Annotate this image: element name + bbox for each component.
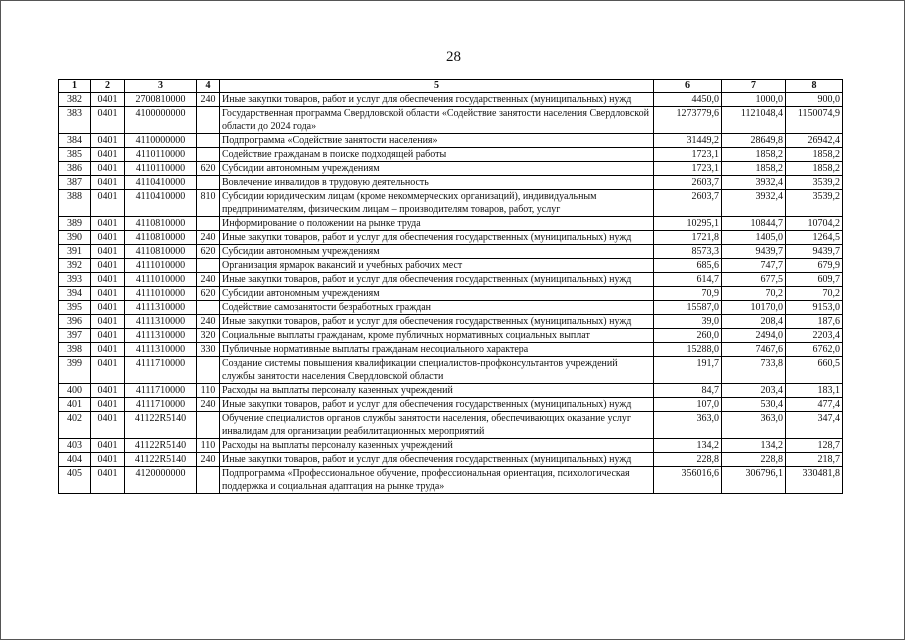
- section-code: 0401: [91, 384, 125, 398]
- section-code: 0401: [91, 315, 125, 329]
- amount-col-7: 1121048,4: [722, 107, 786, 134]
- row-number: 385: [59, 148, 91, 162]
- expense-type-code: 110: [197, 384, 220, 398]
- row-number: 400: [59, 384, 91, 398]
- row-name: Субсидии автономным учреждениям: [220, 162, 654, 176]
- expense-type-code: [197, 412, 220, 439]
- row-name: Расходы на выплаты персоналу казенных учреждений: [220, 439, 654, 453]
- table-row: [59, 384, 843, 398]
- target-article-code: 4110810000: [125, 217, 197, 231]
- section-code: 0401: [91, 287, 125, 301]
- table-row: [59, 273, 843, 287]
- expense-type-code: [197, 467, 220, 494]
- amount-col-8: 3539,2: [786, 176, 843, 190]
- row-number: 390: [59, 231, 91, 245]
- amount-col-7: 1405,0: [722, 231, 786, 245]
- table-row: [59, 412, 843, 439]
- table-row: [59, 329, 843, 343]
- expense-type-code: [197, 148, 220, 162]
- target-article-code: 41122R5140: [125, 453, 197, 467]
- amount-col-6: 363,0: [654, 412, 722, 439]
- amount-col-6: 15587,0: [654, 301, 722, 315]
- section-code: 0401: [91, 329, 125, 343]
- target-article-code: 4110410000: [125, 190, 197, 217]
- table-row: [59, 148, 843, 162]
- amount-col-7: 733,8: [722, 357, 786, 384]
- amount-col-7: 747,7: [722, 259, 786, 273]
- amount-col-8: 26942,4: [786, 134, 843, 148]
- target-article-code: 4111010000: [125, 273, 197, 287]
- target-article-code: 4111010000: [125, 287, 197, 301]
- expense-type-code: [197, 134, 220, 148]
- section-code: 0401: [91, 398, 125, 412]
- section-code: 0401: [91, 245, 125, 259]
- amount-col-6: 70,9: [654, 287, 722, 301]
- amount-col-8: 679,9: [786, 259, 843, 273]
- page-number: 28: [446, 49, 461, 65]
- target-article-code: 2700810000: [125, 93, 197, 107]
- section-code: 0401: [91, 412, 125, 439]
- amount-col-6: 134,2: [654, 439, 722, 453]
- amount-col-6: 191,7: [654, 357, 722, 384]
- amount-col-6: 1723,1: [654, 148, 722, 162]
- table-row: [59, 467, 843, 494]
- amount-col-6: 260,0: [654, 329, 722, 343]
- row-name: Иные закупки товаров, работ и услуг для обеспечения государственных (муниципальных) нужд: [220, 273, 654, 287]
- header-col-2: 2: [91, 80, 125, 93]
- section-code: 0401: [91, 301, 125, 315]
- amount-col-7: 2494,0: [722, 329, 786, 343]
- target-article-code: 4110810000: [125, 231, 197, 245]
- amount-col-7: 28649,8: [722, 134, 786, 148]
- amount-col-8: 1150074,9: [786, 107, 843, 134]
- amount-col-8: 128,7: [786, 439, 843, 453]
- target-article-code: 41122R5140: [125, 439, 197, 453]
- expense-type-code: 240: [197, 273, 220, 287]
- table-row: [59, 453, 843, 467]
- amount-col-6: 2603,7: [654, 176, 722, 190]
- table-row: [59, 259, 843, 273]
- row-name: Создание системы повышения квалификации специалистов-профконсультантов учреждений службы занятости населения Свердловской области: [220, 357, 654, 384]
- amount-col-7: 306796,1: [722, 467, 786, 494]
- row-name: Социальные выплаты гражданам, кроме публичных нормативных социальных выплат: [220, 329, 654, 343]
- table-row: [59, 93, 843, 107]
- expense-type-code: 330: [197, 343, 220, 357]
- amount-col-7: 1000,0: [722, 93, 786, 107]
- row-name: Публичные нормативные выплаты гражданам несоциального характера: [220, 343, 654, 357]
- target-article-code: 4111310000: [125, 343, 197, 357]
- expense-type-code: [197, 217, 220, 231]
- row-name: Субсидии юридическим лицам (кроме некоммерческих организаций), индивидуальным предпринимателям, физическим лицам – производителям товаров, работ, услуг: [220, 190, 654, 217]
- target-article-code: 4111710000: [125, 357, 197, 384]
- amount-col-6: 1723,1: [654, 162, 722, 176]
- table-row: [59, 439, 843, 453]
- row-number: 396: [59, 315, 91, 329]
- expense-type-code: [197, 107, 220, 134]
- amount-col-6: 84,7: [654, 384, 722, 398]
- target-article-code: 4111710000: [125, 384, 197, 398]
- section-code: 0401: [91, 162, 125, 176]
- expense-type-code: 240: [197, 231, 220, 245]
- amount-col-8: 330481,8: [786, 467, 843, 494]
- amount-col-6: 39,0: [654, 315, 722, 329]
- table-row: [59, 287, 843, 301]
- row-name: Организация ярмарок вакансий и учебных рабочих мест: [220, 259, 654, 273]
- amount-col-8: 10704,2: [786, 217, 843, 231]
- amount-col-7: 228,8: [722, 453, 786, 467]
- section-code: 0401: [91, 134, 125, 148]
- target-article-code: 4110410000: [125, 176, 197, 190]
- expense-type-code: [197, 259, 220, 273]
- row-number: 402: [59, 412, 91, 439]
- section-code: 0401: [91, 357, 125, 384]
- amount-col-7: 1858,2: [722, 148, 786, 162]
- expense-type-code: 240: [197, 398, 220, 412]
- amount-col-8: 1858,2: [786, 162, 843, 176]
- amount-col-8: 1858,2: [786, 148, 843, 162]
- amount-col-7: 677,5: [722, 273, 786, 287]
- table-row: [59, 190, 843, 217]
- table-row: [59, 343, 843, 357]
- table-row: [59, 357, 843, 384]
- amount-col-8: 477,4: [786, 398, 843, 412]
- table-row: [59, 245, 843, 259]
- amount-col-8: 2203,4: [786, 329, 843, 343]
- amount-col-7: 203,4: [722, 384, 786, 398]
- amount-col-6: 8573,3: [654, 245, 722, 259]
- budget-table: [58, 79, 843, 494]
- section-code: 0401: [91, 343, 125, 357]
- table-row: [59, 134, 843, 148]
- table-row: [59, 217, 843, 231]
- section-code: 0401: [91, 176, 125, 190]
- expense-type-code: 240: [197, 453, 220, 467]
- row-name: Обучение специалистов органов службы занятости населения, обеспечивающих оказание услуг инвалидам для организации реабилитационных мероприятий: [220, 412, 654, 439]
- expense-type-code: [197, 357, 220, 384]
- amount-col-6: 614,7: [654, 273, 722, 287]
- row-number: 394: [59, 287, 91, 301]
- row-name: Иные закупки товаров, работ и услуг для обеспечения государственных (муниципальных) нужд: [220, 453, 654, 467]
- amount-col-6: 356016,6: [654, 467, 722, 494]
- amount-col-7: 7467,6: [722, 343, 786, 357]
- amount-col-7: 530,4: [722, 398, 786, 412]
- row-name: Расходы на выплаты персоналу казенных учреждений: [220, 384, 654, 398]
- target-article-code: 4111310000: [125, 301, 197, 315]
- table-row: [59, 176, 843, 190]
- section-code: 0401: [91, 231, 125, 245]
- row-number: 398: [59, 343, 91, 357]
- target-article-code: 4111010000: [125, 259, 197, 273]
- amount-col-7: 3932,4: [722, 190, 786, 217]
- amount-col-8: 609,7: [786, 273, 843, 287]
- table-row: [59, 231, 843, 245]
- amount-col-8: 70,2: [786, 287, 843, 301]
- expense-type-code: 240: [197, 315, 220, 329]
- row-name: Субсидии автономным учреждениям: [220, 245, 654, 259]
- amount-col-8: 6762,0: [786, 343, 843, 357]
- row-name: Иные закупки товаров, работ и услуг для обеспечения государственных (муниципальных) нужд: [220, 398, 654, 412]
- amount-col-6: 1721,8: [654, 231, 722, 245]
- amount-col-7: 9439,7: [722, 245, 786, 259]
- section-code: 0401: [91, 467, 125, 494]
- target-article-code: 4110000000: [125, 134, 197, 148]
- row-number: 399: [59, 357, 91, 384]
- amount-col-7: 1858,2: [722, 162, 786, 176]
- amount-col-6: 107,0: [654, 398, 722, 412]
- row-name: Иные закупки товаров, работ и услуг для обеспечения государственных (муниципальных) нужд: [220, 231, 654, 245]
- amount-col-7: 70,2: [722, 287, 786, 301]
- expense-type-code: 240: [197, 93, 220, 107]
- row-number: 386: [59, 162, 91, 176]
- row-name: Информирование о положении на рынке труда: [220, 217, 654, 231]
- amount-col-7: 208,4: [722, 315, 786, 329]
- row-number: 404: [59, 453, 91, 467]
- row-number: 392: [59, 259, 91, 273]
- row-name: Государственная программа Свердловской области «Содействие занятости населения Свердловской области до 2024 года»: [220, 107, 654, 134]
- amount-col-8: 9439,7: [786, 245, 843, 259]
- table-header-row: [59, 80, 843, 93]
- table-row: [59, 162, 843, 176]
- row-number: 389: [59, 217, 91, 231]
- section-code: 0401: [91, 148, 125, 162]
- header-col-4: 4: [197, 80, 220, 93]
- section-code: 0401: [91, 259, 125, 273]
- row-name: Содействие гражданам в поиске подходящей работы: [220, 148, 654, 162]
- row-name: Иные закупки товаров, работ и услуг для обеспечения государственных (муниципальных) нужд: [220, 93, 654, 107]
- expense-type-code: 620: [197, 162, 220, 176]
- target-article-code: 4111710000: [125, 398, 197, 412]
- target-article-code: 4100000000: [125, 107, 197, 134]
- expense-type-code: 320: [197, 329, 220, 343]
- section-code: 0401: [91, 439, 125, 453]
- row-number: 383: [59, 107, 91, 134]
- amount-col-6: 10295,1: [654, 217, 722, 231]
- section-code: 0401: [91, 107, 125, 134]
- amount-col-6: 4450,0: [654, 93, 722, 107]
- amount-col-8: 1264,5: [786, 231, 843, 245]
- target-article-code: 4110110000: [125, 148, 197, 162]
- section-code: 0401: [91, 93, 125, 107]
- row-number: 388: [59, 190, 91, 217]
- amount-col-8: 9153,0: [786, 301, 843, 315]
- amount-col-7: 363,0: [722, 412, 786, 439]
- row-number: 397: [59, 329, 91, 343]
- table-row: [59, 107, 843, 134]
- amount-col-8: 347,4: [786, 412, 843, 439]
- header-col-3: 3: [125, 80, 197, 93]
- amount-col-8: 3539,2: [786, 190, 843, 217]
- row-number: 403: [59, 439, 91, 453]
- expense-type-code: 110: [197, 439, 220, 453]
- row-name: Содействие самозанятости безработных граждан: [220, 301, 654, 315]
- section-code: 0401: [91, 453, 125, 467]
- header-col-1: 1: [59, 80, 91, 93]
- expense-type-code: 810: [197, 190, 220, 217]
- row-number: 401: [59, 398, 91, 412]
- section-code: 0401: [91, 190, 125, 217]
- row-number: 393: [59, 273, 91, 287]
- header-col-5: 5: [220, 80, 654, 93]
- target-article-code: 41122R5140: [125, 412, 197, 439]
- header-col-7: 7: [722, 80, 786, 93]
- row-number: 405: [59, 467, 91, 494]
- amount-col-6: 685,6: [654, 259, 722, 273]
- expense-type-code: [197, 176, 220, 190]
- amount-col-6: 1273779,6: [654, 107, 722, 134]
- amount-col-7: 3932,4: [722, 176, 786, 190]
- row-name: Субсидии автономным учреждениям: [220, 287, 654, 301]
- target-article-code: 4111310000: [125, 329, 197, 343]
- row-number: 387: [59, 176, 91, 190]
- row-number: 395: [59, 301, 91, 315]
- row-name: Подпрограмма «Содействие занятости населения»: [220, 134, 654, 148]
- row-number: 382: [59, 93, 91, 107]
- row-name: Вовлечение инвалидов в трудовую деятельность: [220, 176, 654, 190]
- expense-type-code: 620: [197, 287, 220, 301]
- amount-col-7: 10170,0: [722, 301, 786, 315]
- target-article-code: 4110110000: [125, 162, 197, 176]
- amount-col-6: 228,8: [654, 453, 722, 467]
- amount-col-7: 134,2: [722, 439, 786, 453]
- row-number: 384: [59, 134, 91, 148]
- row-number: 391: [59, 245, 91, 259]
- table-row: [59, 315, 843, 329]
- expense-type-code: [197, 301, 220, 315]
- amount-col-6: 31449,2: [654, 134, 722, 148]
- amount-col-8: 900,0: [786, 93, 843, 107]
- amount-col-8: 660,5: [786, 357, 843, 384]
- table-row: [59, 398, 843, 412]
- target-article-code: 4111310000: [125, 315, 197, 329]
- header-col-8: 8: [786, 80, 843, 93]
- amount-col-8: 183,1: [786, 384, 843, 398]
- amount-col-6: 2603,7: [654, 190, 722, 217]
- target-article-code: 4110810000: [125, 245, 197, 259]
- amount-col-7: 10844,7: [722, 217, 786, 231]
- table-row: [59, 301, 843, 315]
- row-name: Иные закупки товаров, работ и услуг для обеспечения государственных (муниципальных) нужд: [220, 315, 654, 329]
- expense-type-code: 620: [197, 245, 220, 259]
- amount-col-8: 218,7: [786, 453, 843, 467]
- amount-col-6: 15288,0: [654, 343, 722, 357]
- row-name: Подпрограмма «Профессиональное обучение, профессиональная ориентация, психологическая поддержка и социальная адаптация на рынке труда»: [220, 467, 654, 494]
- target-article-code: 4120000000: [125, 467, 197, 494]
- section-code: 0401: [91, 273, 125, 287]
- header-col-6: 6: [654, 80, 722, 93]
- section-code: 0401: [91, 217, 125, 231]
- amount-col-8: 187,6: [786, 315, 843, 329]
